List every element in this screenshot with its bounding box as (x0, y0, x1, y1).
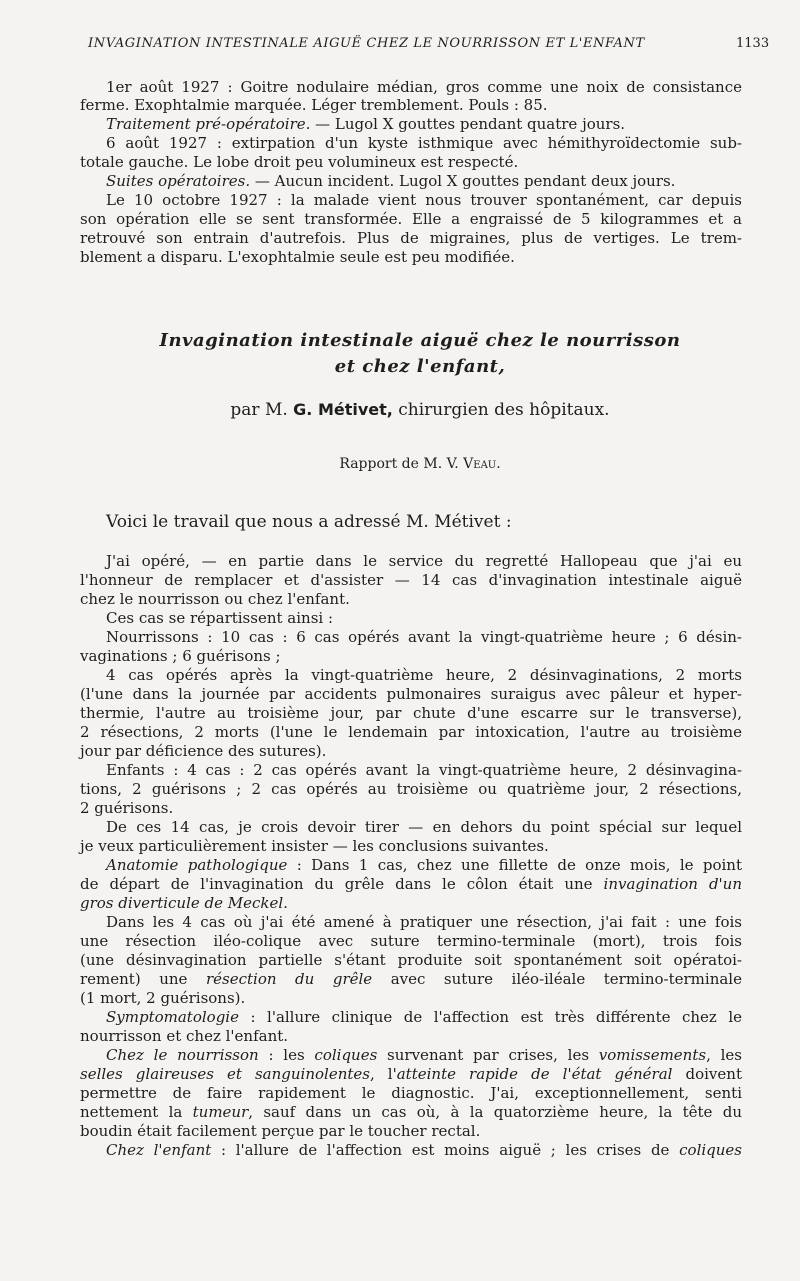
text-line: blement a disparu. L'exophtalmie seule est peu modifiée. (80, 248, 515, 266)
article-title-line-1: Invagination intestinale aiguë chez le nourrisson (159, 330, 681, 351)
italic-span: gros diverticule de Meckel. (80, 894, 288, 912)
italic-span: coliques (679, 1141, 743, 1159)
author-name: G. Métivet, (293, 400, 393, 419)
running-header: INVAGINATION INTESTINALE AIGUË CHEZ LE NOURRISSON ET L'ENFANT (88, 36, 645, 51)
text-line: Ces cas se répartissent ainsi : (106, 609, 334, 627)
text-line: l'honneur de remplacer et d'assister — 14 cas d'invagination intestinale aiguë (80, 571, 742, 589)
text-line: son opération elle se sent transformée. Elle a engraissé de 5 kilogrammes et a (80, 210, 742, 228)
text-line (80, 875, 742, 893)
text-line: je veux particulièrement insister — les conclusions suivantes. (80, 837, 549, 855)
article-title-line-2: et chez l'enfant, (334, 356, 506, 377)
italic-heading: Chez l'enfant (106, 1141, 212, 1159)
text-line: 6 août 1927 : extirpation d'un kyste isthmique avec hémithyroïdectomie sub- (106, 134, 742, 152)
text-line (80, 970, 742, 988)
rapporteur-name: Veau. (463, 456, 501, 472)
text-line: retrouvé son entrain d'autrefois. Plus de migraines, plus de vertiges. Le trem- (80, 229, 742, 247)
rapport-line (80, 456, 760, 472)
text-line (106, 172, 742, 190)
italic-span: atteinte rapide de l'état général (396, 1065, 673, 1083)
text-line: ferme. Exophtalmie marquée. Léger tremblement. Pouls : 85. (80, 96, 548, 114)
italic-heading: Symptomatologie (106, 1008, 239, 1026)
text-span: de départ de l'invagination du grêle dans le côlon était une (80, 875, 604, 893)
text-line: Enfants : 4 cas : 2 cas opérés avant la vingt-quatrième heure, 2 désinvagina- (106, 761, 742, 779)
text-span: : les (258, 1046, 315, 1064)
italic-span: coliques (314, 1046, 378, 1064)
text-line (106, 1141, 742, 1159)
text-span: nettement la (80, 1103, 193, 1121)
byline-suffix: chirurgien des hôpitaux. (392, 400, 610, 420)
case-date-line: 1er août 1927 : Goitre nodulaire médian, gros comme une noix de consistance (106, 78, 742, 96)
text-line (80, 1065, 742, 1083)
text-span: survenant par crises, les (377, 1046, 599, 1064)
text-span: — Lugol X gouttes pendant quatre jours. (310, 115, 626, 133)
text-line: (l'une dans la journée par accidents pulmonaires suraigus avec pâleur et hyper- (80, 685, 742, 703)
text-line: Le 10 octobre 1927 : la malade vient nous trouver spontanément, car depuis (106, 191, 742, 209)
italic-span: selles glaireuses et sanguinolentes (80, 1065, 370, 1083)
text-line: (1 mort, 2 guérisons). (80, 989, 246, 1007)
text-line (106, 1046, 742, 1064)
text-line (80, 1103, 742, 1121)
text-span: , les (706, 1046, 742, 1064)
text-line: 2 guérisons. (80, 799, 174, 817)
text-line (80, 894, 742, 912)
text-line: vaginations ; 6 guérisons ; (80, 647, 281, 665)
rapport-prefix: Rapport de M. V. (339, 456, 464, 472)
text-span: : l'allure clinique de l'affection est très différente chez le (238, 1008, 742, 1026)
italic-span: tumeur (192, 1103, 249, 1121)
text-line: tions, 2 guérisons ; 2 cas opérés au troisième ou quatrième jour, 2 résections, (80, 780, 742, 798)
text-span: — Aucun incident. Lugol X gouttes pendant deux jours. (250, 172, 676, 190)
text-span: : l'allure de l'affection est moins aiguë ; les crises de (211, 1141, 680, 1159)
text-line: 4 cas opérés après la vingt-quatrième heure, 2 désinvaginations, 2 morts (106, 666, 742, 684)
text-line: permettre de faire rapidement le diagnostic. J'ai, exceptionnellement, senti (80, 1084, 742, 1102)
text-line: nourrisson et chez l'enfant. (80, 1027, 289, 1045)
text-line (106, 115, 742, 133)
italic-span: invagination d'un (603, 875, 742, 893)
text-line: totale gauche. Le lobe droit peu volumineux est respecté. (80, 153, 519, 171)
text-line: Nourrissons : 10 cas : 6 cas opérés avant la vingt-quatrième heure ; 6 désin- (106, 628, 742, 646)
text-line: thermie, l'autre au troisième jour, par chute d'une escarre sur le transverse), (80, 704, 742, 722)
text-line: (une désinvagination partielle s'étant produite soit spontanément soit opératoi- (80, 951, 742, 969)
text-span: doivent (672, 1065, 742, 1083)
text-line: une résection iléo-colique avec suture termino-terminale (mort), trois fois (80, 932, 742, 950)
text-line: De ces 14 cas, je crois devoir tirer — en dehors du point spécial sur lequel (106, 818, 742, 836)
text-line: 2 résections, 2 morts (l'une le lendemain par intoxication, l'autre au troisième (80, 723, 742, 741)
italic-heading: Traitement pré-opératoire. (106, 115, 311, 133)
byline-prefix: par M. (230, 400, 294, 420)
byline (80, 400, 760, 420)
italic-heading: Anatomie pathologique (106, 856, 288, 874)
text-span: avec suture iléo-iléale termino-terminale (372, 970, 742, 988)
text-line: jour par déficience des sutures). (80, 742, 327, 760)
text-line (106, 856, 742, 874)
text-span: , l' (369, 1065, 397, 1083)
page-number: 1133 (736, 36, 770, 51)
italic-heading: Chez le nourrisson (106, 1046, 259, 1064)
text-span: rement) une (80, 970, 206, 988)
italic-span: vomissements (598, 1046, 707, 1064)
text-line: chez le nourrisson ou chez l'enfant. (80, 590, 350, 608)
text-span: , sauf dans un cas où, à la quatorzième heure, la tête du (248, 1103, 742, 1121)
text-line: J'ai opéré, — en partie dans le service du regretté Hallopeau que j'ai eu (106, 552, 742, 570)
italic-span: résection du grêle (205, 970, 373, 988)
text-line: boudin était facilement perçue par le toucher rectal. (80, 1122, 481, 1140)
text-span: : Dans 1 cas, chez une fillette de onze mois, le point (287, 856, 742, 874)
text-line (106, 1008, 742, 1026)
italic-heading: Suites opératoires. (106, 172, 251, 190)
text-line: Dans les 4 cas où j'ai été amené à pratiquer une résection, j'ai fait : une fois (106, 913, 742, 931)
intro-line: Voici le travail que nous a adressé M. Métivet : (106, 512, 512, 532)
